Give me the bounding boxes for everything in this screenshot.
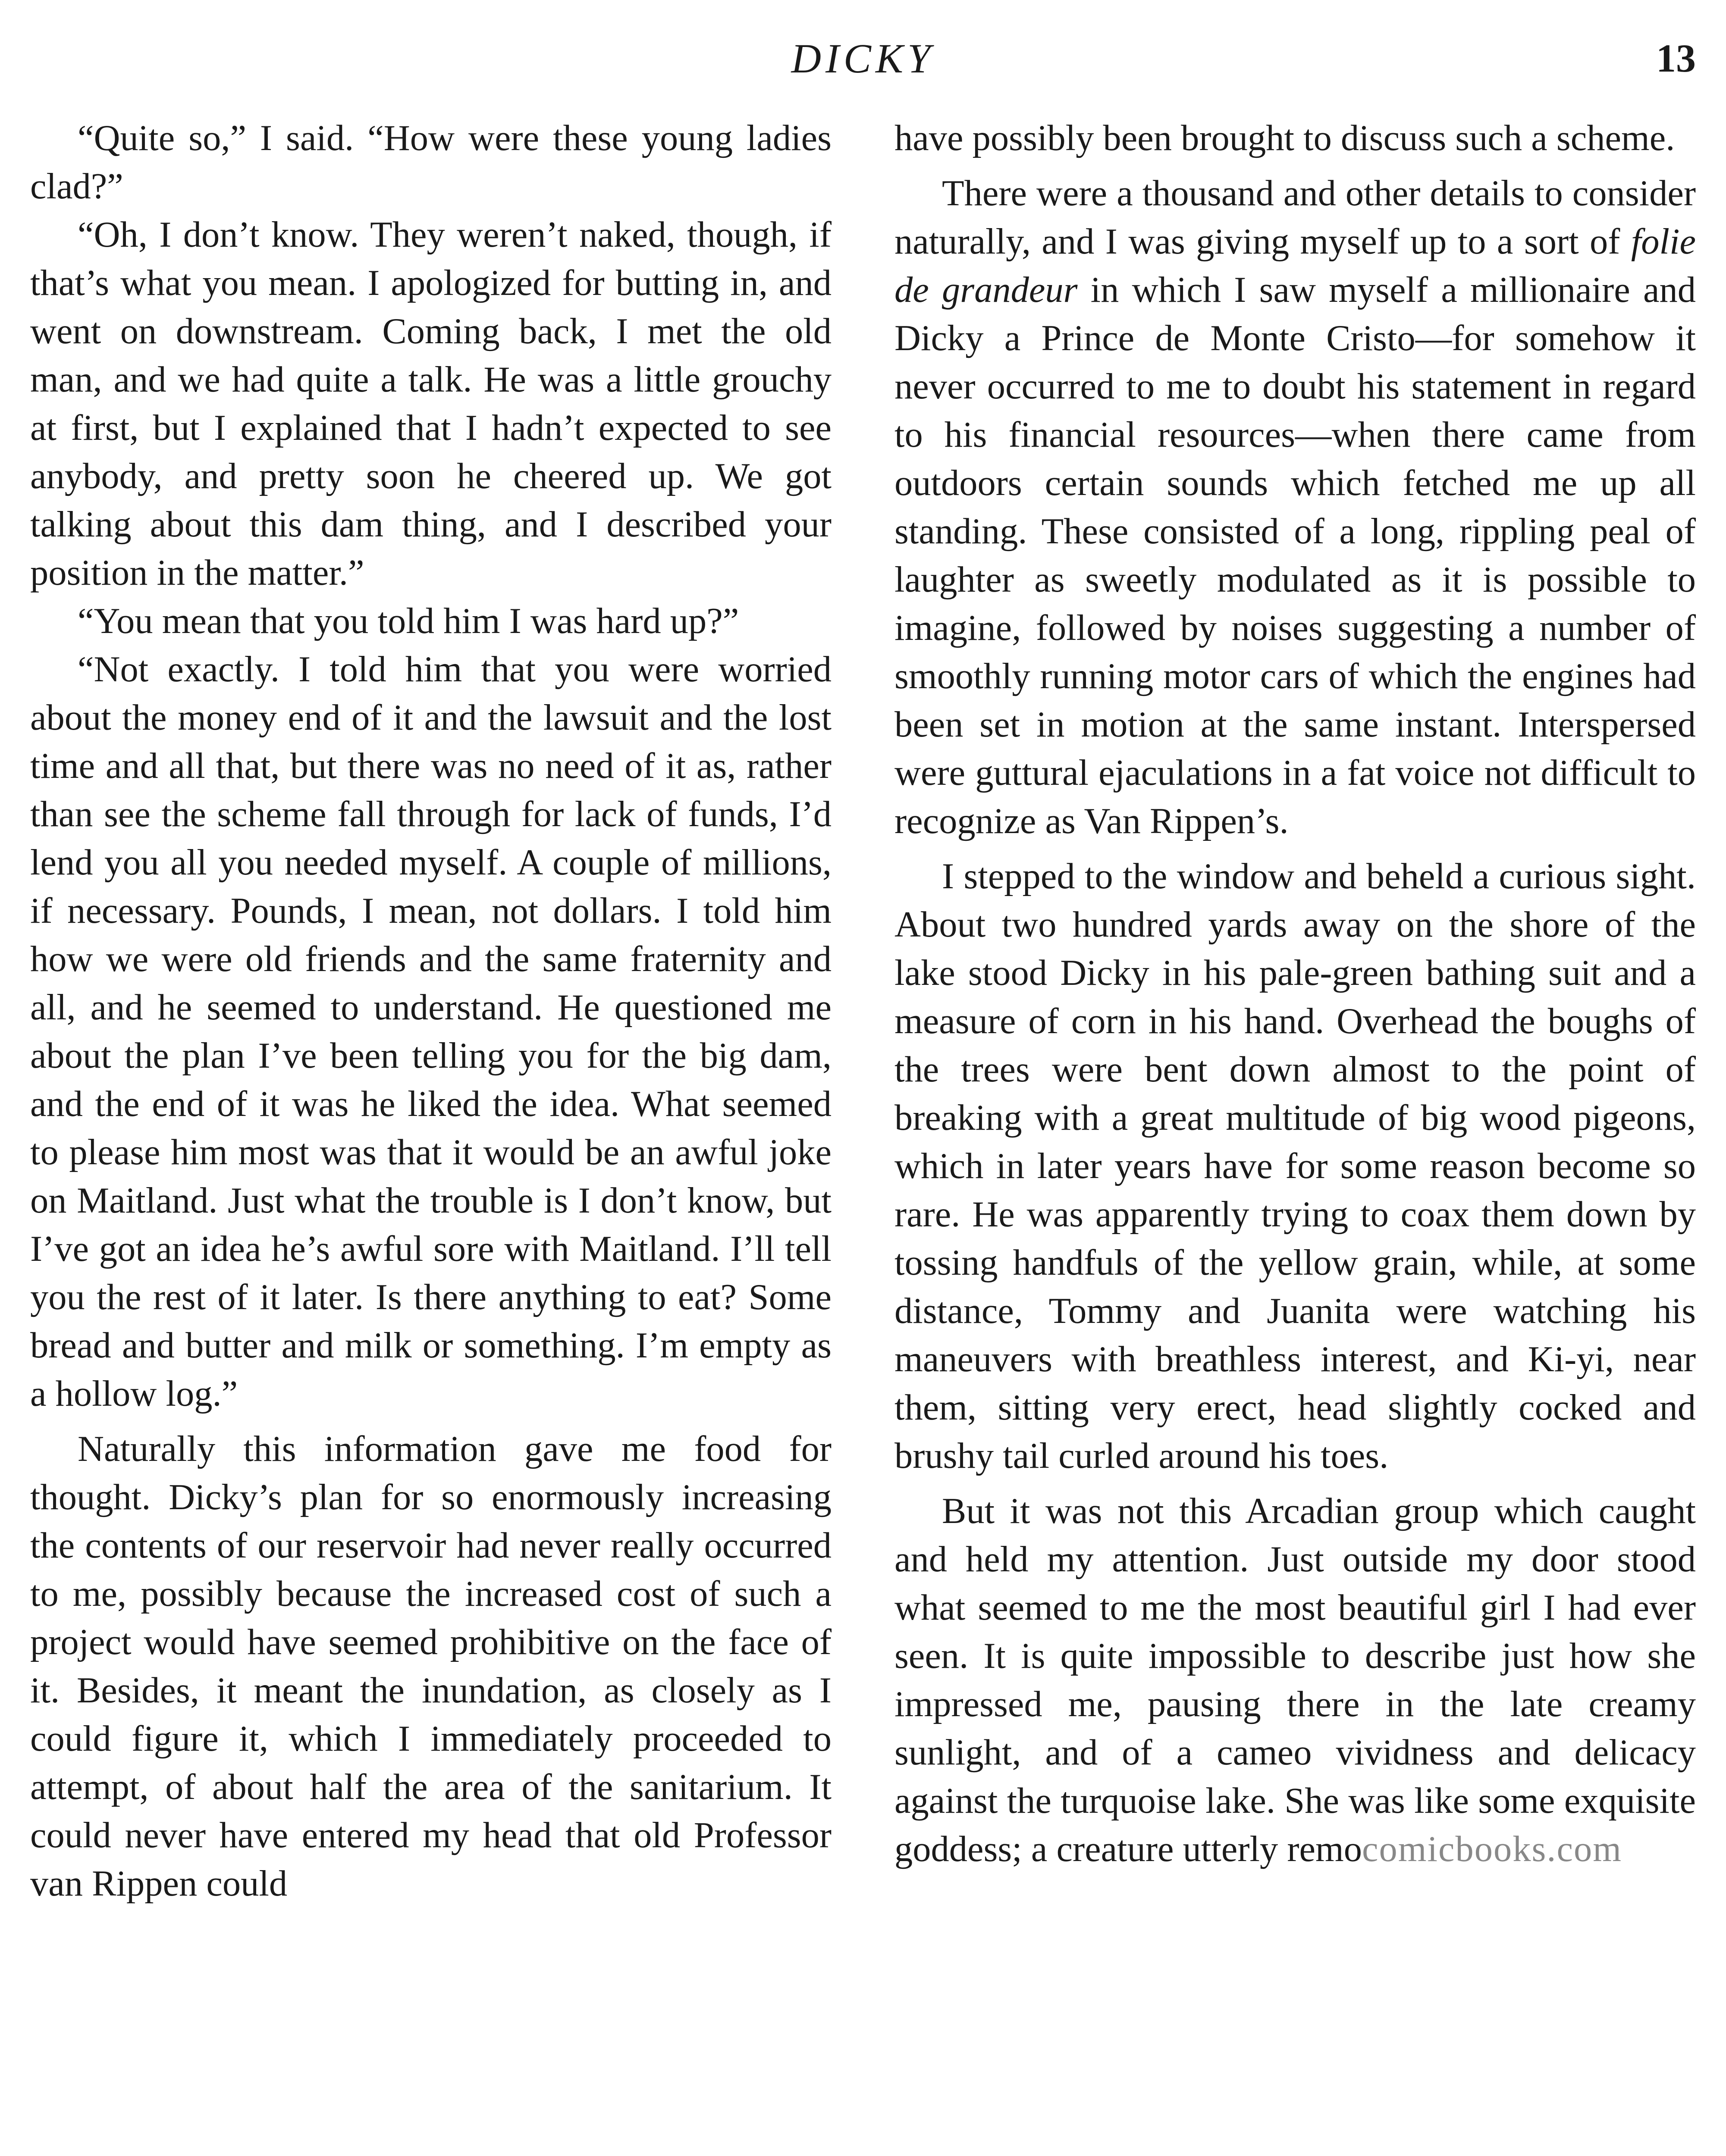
paragraph (894, 169, 1696, 846)
paragraph-text: in which I saw myself a millionaire and Dicky a Prince de Monte Cristo—for somehow it never occurred to me to doubt his statement in regard to his financial resources—when there came from outdoors certain sounds which fetched me up all standing. These consisted of a long, rippling peal of laughter as sweetly modulated as it is possible to imagine, followed by noises suggesting a number of smoothly running motor cars of which the engines had been set in motion at the same instant. Interspersed were guttural ejaculations in a fat voice not difficult to recognize as Van Rippen’s. (894, 270, 1696, 841)
paragraph: “Oh, I don’t know. They weren’t naked, though, if that’s what you mean. I apologized for butting in, and went on downstream. Coming back, I met the old man, and we had quite a talk. He was a little grouchy at first, but I explained that I hadn’t expected to see anybody, and pretty soon he cheered up. We got talking about this dam thing, and I described your position in the matter.” (30, 215, 832, 593)
running-title: DICKY (791, 35, 935, 81)
paragraph (894, 1487, 1696, 1874)
paragraph: “You mean that you told him I was hard up?” (78, 601, 739, 641)
paragraph: Naturally this information gave me food for thought. Dicky’s plan for so enormously increasing the contents of our reservoir had never really occurred to me, possibly because the increased cost of such a project would have seemed prohibitive on the face of it. Besides, it meant the inundation, as closely as I could figure it, which I immediately proceeded to attempt, of about half the area of the sanitarium. It could never have entered my head that old Professor van Rippen could (30, 1429, 832, 1904)
right-column (894, 114, 1696, 1908)
left-column (30, 114, 832, 1908)
paragraph-text: There were a thousand and other details to consider naturally, and I was giving myself up to a sort of (894, 173, 1696, 262)
paragraph: “Not exactly. I told him that you were worried about the money end of it and the lawsuit and the lost time and all that, but there was no need of it as, rather than see the scheme fall through for lack of funds, I’d lend you all you needed myself. A couple of millions, if necessary. Pounds, I mean, not dollars. I told him how we were old friends and the same fraternity and all, and he seemed to understand. He questioned me about the plan I’ve been telling you for the big dam, and the end of it was he liked the idea. What seemed to please him most was that it would be an awful joke on Maitland. Just what the trouble is I don’t know, but I’ve got an idea he’s awful sore with Maitland. I’ll tell you the rest of it later. Is there anything to eat? Some bread and butter and milk or something. I’m empty as a hollow log.” (30, 649, 832, 1414)
italic-phrase: folie de grandeur (894, 222, 1696, 310)
paragraph: “Quite so,” I said. “How were these young ladies clad?” (30, 118, 832, 207)
watermark: comicbooks.com (1362, 1829, 1622, 1869)
page-header (30, 30, 1696, 95)
paragraph-continuation: have possibly been brought to discuss such a scheme. (894, 118, 1675, 158)
page-number: 13 (1656, 36, 1696, 80)
paragraph: I stepped to the window and beheld a curious sight. About two hundred yards away on the shore of the lake stood Dicky in his pale-green bathing suit and a measure of corn in his hand. Overhead the boughs of the trees were bent down almost to the point of breaking with a great multitude of big wood pigeons, which in later years have for some reason become so rare. He was apparently trying to coax them down by tossing handfuls of the yellow grain, while, at some distance, Tommy and Juanita were watching his maneuvers with breathless interest, and Ki-yi, near them, sitting very erect, head slightly cocked and brushy tail curled around his toes. (894, 856, 1696, 1476)
paragraph-text: But it was not this Arcadian group which caught and held my attention. Just outside my door stood what seemed to me the most beautiful girl I had ever seen. It is quite impossible to describe just how she impressed me, pausing there in the late creamy sunlight, and of a cameo vividness and delicacy against the turquoise lake. She was like some exquisite goddess; a creature utterly remo (894, 1491, 1696, 1869)
text-columns (30, 114, 1696, 1908)
